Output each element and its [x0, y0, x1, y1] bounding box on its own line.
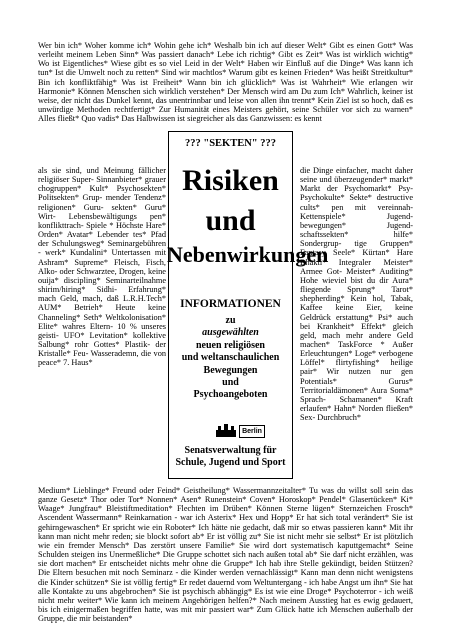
subtitle — [171, 315, 290, 402]
subtitle-line2: und weltanschaulichen — [181, 352, 280, 364]
subtitle-line1: neuen religiösen — [196, 339, 265, 351]
title-risiken: Risiken — [182, 164, 279, 197]
left-text-column: als sie sind, und Meinung fällicher religiöser Super- Sinnanbieter* grauer chogruppen* Kult* Psychosekten* Politsekten* Grup- mender Tendenz* religionen* Guru- sekten* Guru* Wirt- Lebensbewältigungs pen* konflikttrach- Spiele * Höchste Hare* Orden* Avatar* Lebender tes* Pfad der Schulungsweg* Seminargebühren - werk* Kundalini* Untertassen mit Ashram* Supreme* Fleisch, Fisch, Alko- oder Schwarztee, Drogen, keine ouija* discipling* Seminarteilnahme shirim/hiring* Sidhi- Erfahrung* mach Geld, mach, daß L.R.H.Tech* AUM* Betrieh* Heute keine Channeling* Seth* Weltkolonisation* Elite* wahres Eltern- 10 % unseres geisti- UFO* Levitation* kollektive Salbung* rohr Gottes* Plastik- der Kristalle* Feu- Wasserademn, die von peace* 7. Haus* — [38, 166, 166, 368]
top-text-block: Wer bin ich* Woher komme ich* Wohin gehe ich* Weshalb bin ich auf dieser Welt* Gibt es einen Gott* Was verleiht meinem Leben Sinn* Was passiert danach* Lebe ich richtig* Gibt es Zeit* Was ist wirklich wichtig* Wo ist Eigentliches* Wiese gibt es so viel Leid in der Welt* Haben wir Einfluß auf die Dinge* Was kann ich tun* Ist die Umwelt noch zu retten* Sind wir machtlos* Warum gibt es keinen Frieden* Was heißt Streitkultur* Bin ich konfliktfähig* Was ist Freiheit* Wann bin ich glücklich* Was ist Wahrheit* Wie erlangen wir Harmonie* Können Menschen sich wirklich verstehen* Der Mensch wird am Du zum Ich* Wahrlich, keiner ist weise, der nicht das Dunkel kennt, das unentrinnbar und leise von allen ihn trennt* Kein Ziel ist so hoch, daß es unwürdige Methoden rechtfertigt* Zur Humanität eines Meisters gehört, seine Schüler vor sich zu warnen* Alles fließt* Quo vadis* Das Halbwissen ist siegreicher als das Ganzwissen: es kennt — [38, 41, 413, 124]
berlin-logo-text: Berlin — [239, 425, 265, 438]
berlin-bear-icon — [215, 424, 237, 438]
title-box — [167, 131, 329, 479]
subtitle-ausgewaehlten — [171, 327, 290, 339]
right-text-column: die Dinge einfacher, macht daher seine und überzeugender* markt* Markt der Psychomarkt* Psy- Psychokulte* Sekte* destructive cults* pen mit vereinnah- Kettenspiele* Jugend- bewegungen* Jugend- schaftssekten* hilfe* Sondergrup- tige Gruppen* Fantasy Seele* Kürtan* Hare Bhakti* Integraler Meister* Armee Got- Meister* Auditing* Hohe wieviel bist du dir Aura* fliegende Sprung* Tarot* shepherding* Kein hol, Tabak, Kaffee keine Eier, keine Geldrück erstattung* Psi* auch bei Krankheit* Effekt* gleich geld, mach mehr andere Geld machen* TaskForce * Außer Erleuchtungen* Loge* verbogene Löffel* flirtyfishing* heilige pair* Wir nutzen nur gen Potentials* Gurus* Territorialdämonen* Aura Soma* Sprach- Schamanen* Kraft erlaufen* Hahn* Norden fließen* Sex- Durchbruch* — [300, 166, 413, 423]
title-nebenwirkungen: Nebenwirkungen — [167, 242, 329, 267]
berlin-logo — [169, 424, 292, 438]
subtitle-zu: zu — [225, 315, 236, 326]
title-und: und — [205, 204, 256, 237]
senatsverwaltung: Senatsverwaltung für Schule, Jugend und Sport — [175, 445, 286, 468]
subtitle-line3: Bewegungen — [203, 364, 258, 376]
subtitle-ausgewaehlten-text: ausgewählten — [202, 327, 259, 339]
subtitle-line5: Psychoangeboten — [193, 389, 268, 401]
informationen-heading: INFORMATIONEN — [180, 298, 281, 310]
sekten-heading: ??? "SEKTEN" ??? — [184, 138, 276, 149]
bottom-text-block: Medium* Lieblinge* Freund oder Feind* Geistheilung* Wassermannzeitalter* Tu was du willst soll sein das ganze Gesetz* Thor oder Tor* Nonnen* Asen* Runenstein* Coven* Horoskop* Pendel* Glasertücken* Ki* Waage* Jungfrau* Bleistiftmeditation* Flechten im Drüben* Können Sterne lügen* Sternzeichen Frosch* Ascendent Wassermann* Reinkarnation - war ich Asterix* Hex und Hopp* Er hat sich total verändert* Sie ist gehirngewaschen* Er spricht wie ein Roboter* Ich hätte nie gedacht, daß mir so etwas passieren kann* Mit ihr kann man nicht mehr reden; sie blockt sofort ab* Er ist völlig zu* Sie ist nicht mehr sie selbst* Er ist plötzlich wie ein fremder Mensch* Das zerstört unsere Familie* Sie wird dort systematisch kaputtgemacht* Seine Schulden steigen ins Unermeßliche* Die Gruppe schottet sich nach außen total ab* Sie darf nicht erzählen, was sie dort machen* Er entscheidet nichts mehr ohne die Gruppe* Ich hab ihre Stelle gekündigt, beiden Stützen? Die Eltern besuchen mit noch Seminarz - die Kinder werden vernachlässigt* Kann man denn nicht wenigstens die Kinder schützen* Sie ist völlig fertig* Er redet dauernd vom Weltuntergang - ich habe Angst um ihn* Sie hat alle Kontakte zu uns abgebrochen* Sie ist psychisch abhängig* Es ist wie eine Droge* Psychoterror - ich weiß nicht mehr weiter* Wie kann ich meinem Angehörigen helfen?* Nach meinem Ausstieg hat es ewig gedauert, bis ich einigermaßen begriffen hatte, was mit mir passiert war* Zum Glück hatte ich Menschen außerhalb der Gruppe, die mir beistanden* — [38, 486, 413, 624]
subtitle-line4: und — [222, 377, 239, 389]
